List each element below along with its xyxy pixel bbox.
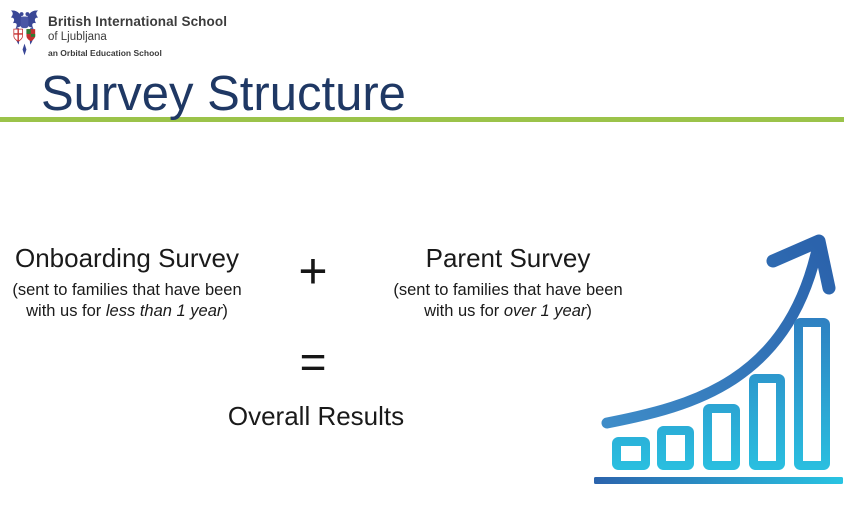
bar-3: [708, 409, 736, 466]
overall-results-title: Overall Results: [227, 401, 405, 431]
page-title: Survey Structure: [41, 67, 406, 121]
chart-baseline: [594, 477, 843, 484]
arrow-head: [773, 241, 829, 288]
bar-2: [662, 431, 690, 466]
school-text-block: [48, 7, 227, 58]
equals-operator: =: [299, 336, 327, 388]
onboarding-sub-line2-prefix: with us for: [26, 302, 106, 321]
onboarding-survey-block: [2, 243, 252, 322]
onboarding-sub-line1: (sent to families that have been: [12, 281, 242, 300]
bar-5: [799, 323, 826, 466]
onboarding-sub-line2-italic: less than 1 year: [105, 302, 223, 321]
bar-4: [754, 379, 781, 466]
school-location: of Ljubljana: [48, 30, 107, 43]
onboarding-survey-subtitle: [2, 280, 252, 322]
bar-1: [617, 442, 646, 466]
parent-sub-line1: (sent to families that have been: [393, 281, 623, 300]
parent-survey-title: Parent Survey: [425, 243, 591, 273]
parent-sub-line2-italic: over 1 year: [503, 302, 587, 321]
school-tagline: an Orbital Education School: [48, 48, 162, 58]
parent-sub-line2-suffix: ): [586, 302, 592, 321]
plus-operator: +: [298, 243, 328, 299]
growth-chart-icon: [590, 230, 844, 492]
school-name: British International School: [48, 14, 228, 29]
onboarding-survey-title: Onboarding Survey: [14, 243, 240, 273]
parent-sub-line2-prefix: with us for: [424, 302, 504, 321]
onboarding-sub-line2-suffix: ): [222, 302, 228, 321]
school-crest-icon: [8, 7, 41, 57]
school-header: [8, 7, 227, 58]
